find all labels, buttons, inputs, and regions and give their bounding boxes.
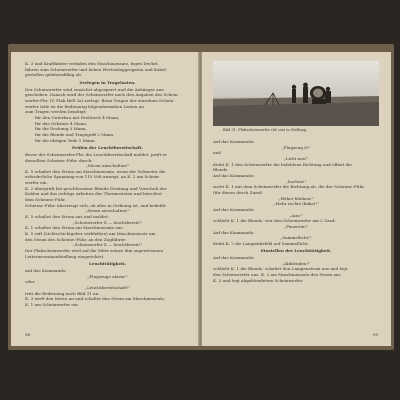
text-line: „Leuchtbereitschaft!": [84, 284, 130, 290]
text-line: „Suchen!": [285, 178, 307, 184]
text-line: schließt K. 1 die Blende, wer den Scheinwerfer um 2 Grad:: [213, 218, 336, 224]
section-heading: Einstellen der Leuchttätigkeit.: [260, 248, 332, 254]
text-line: K. 3 und legt abgeblendetem Scheinwerfer.: [213, 277, 304, 283]
text-line: „Flugzeug 8!": [281, 144, 311, 150]
text-line: „Höher bleiben!": [278, 195, 314, 201]
text-line: den Scheinwerfer aus. K. 2 am Maschinensatz den Strom aus: [213, 272, 341, 278]
text-line: Bevor der Scheinwerfer-Fhr. die Leuchtbereitschaft meldet, prüft er: [25, 151, 167, 157]
text-line: den Strom des Scheinw.-Führ. an den Zugführer:: [25, 236, 127, 242]
text-line: für die Deckung 3 Mann,: [35, 126, 87, 132]
text-line: dreht K. 2 die Lampenbefehl auf Sammellicht.: [213, 240, 309, 246]
section-heading: Leuchttätigkeit.: [89, 261, 126, 267]
searchlight-photo: [213, 61, 379, 126]
text-line: „Strom einschalten!": [85, 163, 130, 169]
right-page-body: [213, 139, 379, 283]
text-line: Auf das Kommando:: [213, 229, 255, 235]
text-line: werfer-Fhr. (V. Flak Hell 3a) zerlegt. Beim Tragen der einzelnen Schein-: [25, 97, 175, 103]
text-line: schließt K. 1 die Blende, schaltet den Lampenstrom aus und legt: [213, 266, 348, 272]
text-line: tritt die Bedienung nach Bild 31 an.: [25, 290, 100, 296]
text-line: Auf das Kommando:: [213, 255, 255, 261]
section-heading: Prüfen der Leuchtbereitschaft.: [71, 145, 144, 151]
text-line: oder: [25, 279, 35, 285]
photo-caption: Bild 31. Flakscheinwerfer (60 cm) in Stellung.: [223, 128, 308, 132]
text-line: desselben Scheinw.-Führ. durch:: [25, 157, 93, 163]
text-line: und: [213, 150, 221, 156]
section-heading: Zerlegen in Tragelasten.: [79, 79, 136, 85]
left-page: [11, 52, 201, 346]
text-line: werfer ein.: [25, 180, 48, 186]
text-line: für den Unterbau mit Drehtisch 4 Mann,: [35, 114, 120, 120]
text-line: „Flugzeuge alarm!": [87, 273, 128, 279]
text-line: K. 3 und Kraftfahrer verladen den Maschinensatz, legen Deckel,: [25, 61, 159, 66]
text-line: Leitermessunaufstellung eingerichtet.: [25, 253, 105, 259]
text-line: (für dieses durch Zuruf:: [213, 189, 263, 195]
text-line: Blende.: [213, 167, 229, 173]
text-line: „Mehr rechts (links)!": [273, 201, 319, 207]
text-line: K. 2 überprüft bei geschlossener Blende Deckung und Vorschub der: [25, 185, 167, 191]
searchlight-photo-art: [213, 61, 379, 126]
text-line: K. 5 schaltet den Strom am Maschinensatz, wenn der Voltmeter die: [25, 168, 166, 174]
text-line: „Feuerein!": [283, 223, 309, 229]
text-line: K. 5 ruft (Lichtschichtgeber verbleiben) am Maschinensatz um: [25, 231, 156, 237]
right-page: [202, 52, 391, 346]
text-line: K. 1 schaltet den Strom am Maschinensatz aus.: [25, 225, 124, 231]
right-page-number: 99: [372, 332, 378, 337]
text-line: „Sammellicht!": [280, 235, 312, 241]
text-line: „Abblenden!": [282, 260, 310, 266]
text-line: Auf das Kommando:: [213, 206, 255, 212]
text-line: Auf das Kommando:: [213, 172, 255, 178]
right-page-text: [213, 61, 379, 283]
text-line: „Licht aus!": [283, 155, 309, 161]
text-line: Der Flakscheinwerfer wird auf die Mitte seines ihm zugewiesenen: [25, 248, 163, 253]
text-line: führen zum Scheinwerfer und heben Wechselaggregaten und Kabel-: [25, 66, 168, 72]
left-page-number: 98: [25, 332, 31, 337]
text-line: K. 1 am Scheinwerfer ein.: [25, 301, 80, 307]
text-line: „Scheinwerfer X — leuchtbereit!": [72, 219, 143, 225]
text-line: erforderliche Spannung von 110 Volt anzeigt, an K. 2 am Schein-: [25, 174, 160, 180]
text-line: „Aus!": [289, 212, 303, 218]
text-line: für die übrigen Teile 1 Mann.: [35, 137, 96, 143]
text-line: dem Scheinw.-Führ.: [25, 197, 66, 203]
text-line: Kohlen und das richtige Arbeiten des Thermostaten und berichtet: [25, 191, 163, 197]
text-line: Scheinw.-Führ. überzeugt sich, ob alles in Ordnung ist, und befiehlt:: [25, 202, 167, 208]
text-line: Auf das Kommando:: [25, 267, 67, 273]
text-line: Der Scheinwerfer wird zunächst abgesperrt und die Anhänger aus-: [25, 86, 165, 92]
text-line: sucht K. 1 mit dem Scheinwerfer die Richtung ab, die der Scheinw.-Führ.: [213, 184, 365, 190]
text-line: K. 3 wirft den Motor an und schaltet den Strom am Maschinensatz,: [25, 296, 166, 302]
text-line: für die Blende und Tragegriff 2 Mann,: [35, 131, 115, 137]
text-line: dreht K. 1 den Scheinwerfer die befohlene Richtung und öffnet die: [213, 161, 352, 167]
text-line: „Scheinwerfer X — leuchtbereit!": [72, 242, 143, 248]
text-line: gestellen gefahrenfähig ab.: [25, 72, 83, 78]
text-line: werfer teile ist die Bedienung folgendermaßen Lasten an: [25, 103, 144, 109]
text-line: für das Gehäuse 4 Mann,: [35, 120, 88, 126]
text-line: geschoben. Danach wird der Scheinwerfer nach den Angaben des Schein-: [25, 92, 179, 98]
text-line: Auf das Kommando:: [213, 139, 255, 144]
text-line: K. 5 schaltet den Strom aus und meldet:: [25, 214, 109, 220]
text-line: „Strom ausschalten!": [85, 208, 130, 214]
left-page-text: [25, 61, 190, 308]
text-line: zum Tragen werden benötigt:: [25, 109, 87, 115]
